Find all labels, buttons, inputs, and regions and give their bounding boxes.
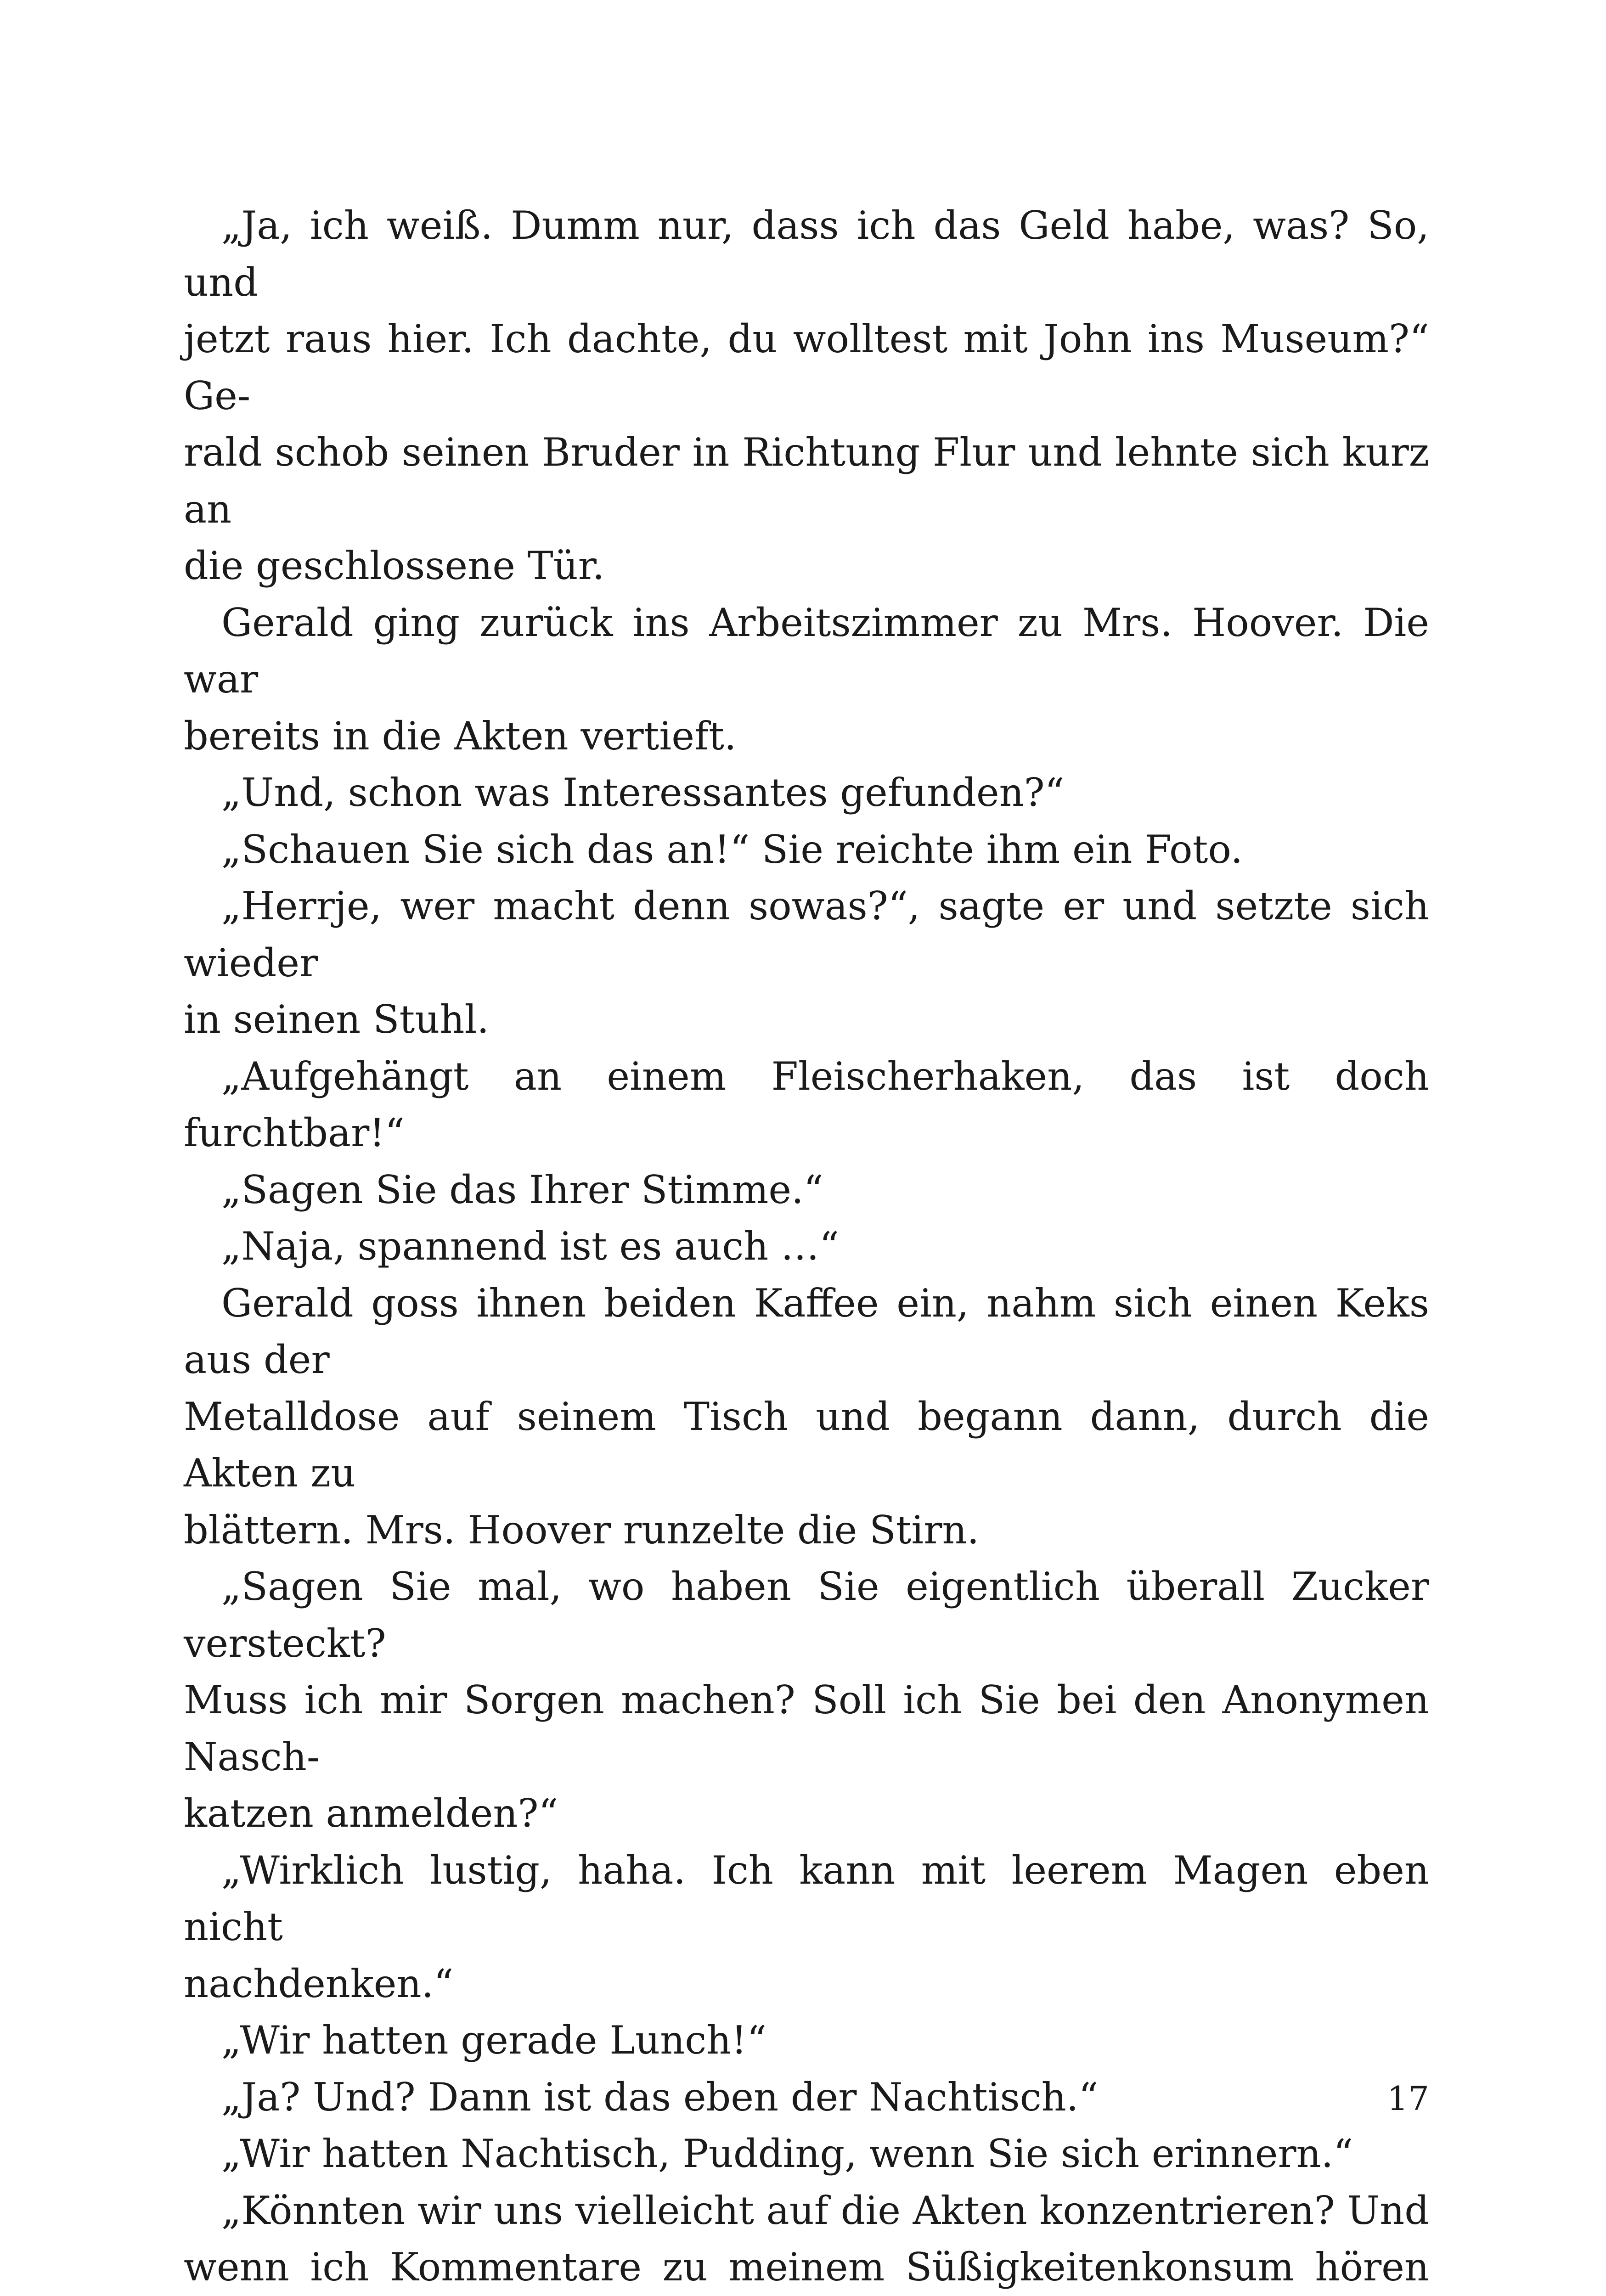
paragraph: „Schauen Sie sich das an!“ Sie reichte ihm ein Foto. (184, 822, 1429, 878)
paragraph: „Könnten wir uns vielleicht auf die Akten konzentrieren? Und wenn ich Kommentare zu meinem Süßigkeitenkonsum hören (184, 2183, 1429, 2296)
paragraph: Gerald ging zurück ins Arbeitszimmer zu Mrs. Hoover. Die war bereits in die Akten vertieft. (184, 595, 1429, 765)
paragraph: „Wirklich lustig, haha. Ich kann mit leerem Magen eben nicht nachdenken.“ (184, 1842, 1429, 2013)
page-number: 17 (1387, 2078, 1429, 2119)
paragraph: „Ja? Und? Dann ist das eben der Nachtisch.“ (184, 2069, 1429, 2126)
paragraph: „Herrje, wer macht denn sowas?“, sagte er und setzte sich wieder in seinen Stuhl. (184, 878, 1429, 1048)
paragraph: „Aufgehängt an einem Fleischerhaken, das ist doch furchtbar!“ (184, 1048, 1429, 1162)
paragraph: „Sagen Sie das Ihrer Stimme.“ (184, 1162, 1429, 1219)
paragraph: „Ja, ich weiß. Dumm nur, dass ich das Geld habe, was? So, und jetzt raus hier. Ich dachte, du wolltest mit John ins Museum?“ Ge- rald schob seinen Bruder in Richtung Flur und lehnte sich kurz an die geschlossene Tür. (184, 197, 1429, 595)
paragraph: Gerald goss ihnen beiden Kaffee ein, nahm sich einen Keks aus der Metalldose auf seinem Tisch und begann dann, durch die Akten zu blättern. Mrs. Hoover runzelte die Stirn. (184, 1275, 1429, 1559)
paragraph: „Wir hatten gerade Lunch!“ (184, 2012, 1429, 2069)
body-text (184, 197, 1429, 2296)
paragraph: „Wir hatten Nachtisch, Pudding, wenn Sie sich erinnern.“ (184, 2126, 1429, 2183)
paragraph: „Naja, spannend ist es auch …“ (184, 1218, 1429, 1275)
paragraph: „Und, schon was Interessantes gefunden?“ (184, 765, 1429, 822)
paragraph: „Sagen Sie mal, wo haben Sie eigentlich überall Zucker versteckt? Muss ich mir Sorgen machen? Soll ich Sie bei den Anonymen Nasch- katzen anmelden?“ (184, 1559, 1429, 1842)
